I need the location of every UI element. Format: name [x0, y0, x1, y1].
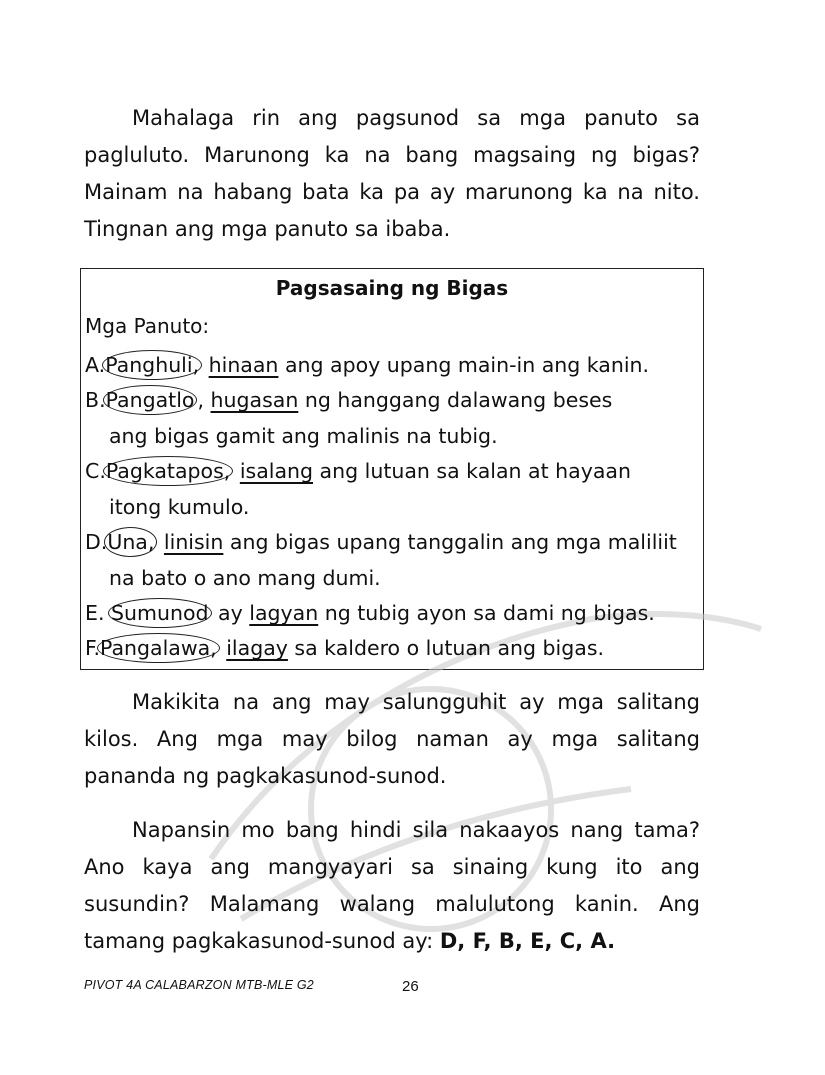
footer-label: PIVOT 4A CALABARZON MTB-MLE G2 [84, 978, 314, 992]
sequence-marker: Sumunod [108, 598, 212, 628]
step-item-b-cont: ang bigas gamit ang malinis na tubig. [109, 424, 498, 448]
action-verb: lagyan [249, 601, 319, 625]
explanation-paragraph: Makikita na ang may salungguhit ay mga salitang kilos. Ang mga may bilog naman ay mga salitang pananda ng pagkakasunod-sunod. [84, 690, 700, 788]
answer-sequence: D, F, B, E, C, A. [439, 929, 616, 953]
action-verb: linisin [163, 530, 224, 554]
step-item-a: A.Panghuli, hinaan ang apoy upang main-in ang kanin. [85, 347, 699, 383]
sequence-marker: Panghuli, [102, 350, 202, 380]
action-verb: ilagay [226, 636, 288, 660]
step-item-e: E. Sumunod ay lagyan ng tubig ayon sa dami ng bigas. [85, 595, 699, 631]
conclusion-paragraph: Napansin mo bang hindi sila nakaayos nang tama? Ano kaya ang mangyayari sa sinaing kung ito ang susundin? Malamang walang malulutong kanin. Ang tamang pagkakasunod-sunod ay: D, F, B, E, C, A. [84, 818, 700, 953]
action-verb: hinaan [208, 353, 279, 377]
page-number: 26 [402, 978, 419, 995]
instructions-box [80, 268, 704, 670]
box-subtitle: Mga Panuto: [85, 314, 210, 338]
action-verb: isalang [239, 459, 314, 483]
sequence-marker: Pagkatapos, [103, 456, 233, 486]
step-item-c: C.Pagkatapos, isalang ang lutuan sa kalan at hayaan [85, 453, 699, 489]
sequence-marker: Una, [104, 527, 157, 557]
intro-paragraph: Mahalaga rin ang pagsunod sa mga panuto sa pagluluto. Marunong ka na bang magsaing ng bigas? Mainam na habang bata ka pa ay marunong ka na nito. Tingnan ang mga panuto sa ibaba. [84, 106, 700, 241]
box-title: Pagsasaing ng Bigas [275, 276, 509, 300]
action-verb: hugasan [210, 388, 299, 412]
step-item-c-cont: itong kumulo. [109, 495, 250, 519]
step-item-d: D.Una, linisin ang bigas upang tanggalin ang mga maliliit [85, 524, 699, 560]
step-item-b: B.Pangatlo , hugasan ng hanggang dalawang beses [85, 382, 699, 418]
step-item-d-cont: na bato o ano mang dumi. [109, 566, 381, 590]
step-item-f: F.Pangalawa, ilagay sa kaldero o lutuan ang bigas. [85, 630, 699, 666]
sequence-marker: Pangalawa, [97, 633, 220, 663]
sequence-marker: Pangatlo [103, 385, 198, 415]
